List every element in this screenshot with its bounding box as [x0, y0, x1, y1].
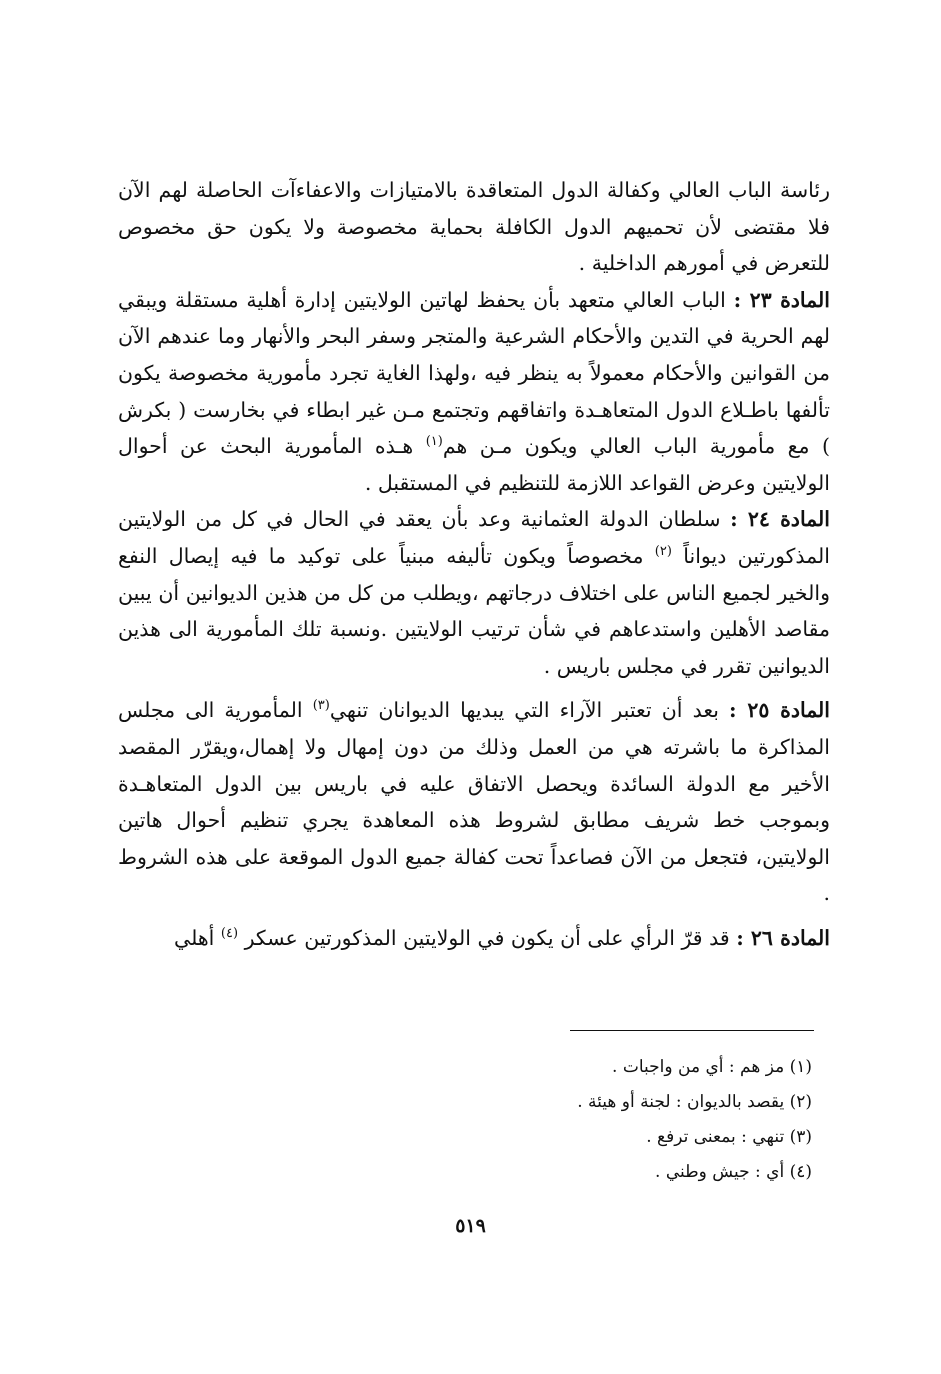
paragraph-text: سلطان الدولة العثمانية وعد بأن يعقد في الحال في كل من الولايتين المذكورتين ديواناً: [118, 507, 830, 568]
footnote-4: (٤) أي : جيش وطني .: [655, 1162, 812, 1182]
footnote-3: (٣) تنهي : بمعنى ترفع .: [646, 1127, 812, 1147]
footnote-1: (١) مز هم : أي من واجبات .: [612, 1057, 812, 1077]
footnote-divider: [570, 1030, 814, 1031]
page-number: ٥١٩: [455, 1215, 486, 1237]
article-label: المادة ٢٤ :: [730, 507, 830, 532]
paragraph-article-24: [118, 501, 830, 684]
paragraph-text: قد قرّ الرأي على أن يكون في الولايتين المذكورتين عسكر: [244, 925, 730, 950]
footnote-ref: (٤): [220, 926, 239, 942]
paragraph-text-continued: هـذه المأمورية البحث عن أحوال الولايتين وعرض القواعد اللازمة للتنظيم في المستقبل .: [118, 434, 830, 495]
footnote-2: (٢) يقصد بالديوان : لجنة أو هيئة .: [577, 1092, 812, 1112]
article-label: المادة ٢٥ :: [729, 698, 831, 723]
paragraph-text-continued: أهلي: [173, 925, 215, 950]
article-label: المادة ٢٣ :: [733, 287, 830, 312]
paragraph-text-continued: مخصوصاً ويكون تأليفه مبنياً على توكيد ما فيه إيصال النفع والخير لجميع الناس على اختلاف درجاتهم ،ويطلب من كل من هذين الديوانين أن يبين مقاصد الأهلين واستدعاهم في شأن ترتيب الولايتين .ونسبة تلك المأمورية الى هذين الديوانين تقرر في مجلس باريس .: [118, 543, 830, 678]
paragraph-text: بعد أن تعتبر الآراء التي يبديها الديوانان تنهي: [329, 698, 719, 723]
footnote-ref: (٢): [654, 544, 672, 560]
paragraph-text: رئاسة الباب العالي وكفالة الدول المتعاقدة بالامتيازات والاعفاءآت الحاصلة لهم الآن فلا مقتضى لأن تحميهم الدول الكافلة بحماية مخصوصة ولا يكون حق مخصوص للتعرض في أمورهم الداخلية .: [118, 178, 830, 276]
footnotes: [420, 1050, 812, 1190]
article-label: المادة ٢٦ :: [736, 925, 830, 950]
paragraph-article-25: [118, 692, 830, 912]
body-text: [118, 172, 830, 956]
paragraph-text-continued: المأمورية الى مجلس المذاكرة ما باشرته هي من العمل وذلك من دون إمهال ولا إهمال،ويقرّر المقصد الأخير مع الدولة السائدة ويحصل الاتفاق عليه في باريس بين الدول المتعاهـدة وبموجب خط شريف مطابق لشروط هذه المعاهدة يجري تنظيم أحوال هاتين الولايتين، فتجعل من الآن فصاعداً تحت كفالة جميع الدول الموقعة على هذه الشروط .: [118, 698, 830, 906]
paragraph-text: الباب العالي متعهد بأن يحفظ لهاتين الولايتين إدارة أهلية مستقلة ويبقي لهم الحرية في التدين والأحكام الشرعية والمتجر وسفر البحر والأنهار وما عندهم الآن من القوانين والأحكام معمولاً به ينظر فيه ،ولهذا الغاية تجرد مأمورية مخصوصة يكون تألفها باطـلاع الدول المتعاهـدة واتفاقهم وتجتمع مـن غير ابطاء في بخارست ( بكرش ) مع مأمورية الباب العالي ويكون مـن هم: [118, 287, 830, 459]
paragraph-intro: [118, 172, 830, 282]
paragraph-article-26: [118, 920, 830, 957]
footnote-ref: (١): [425, 434, 443, 450]
footnote-ref: (٣): [312, 698, 330, 714]
paragraph-article-23: [118, 282, 830, 502]
